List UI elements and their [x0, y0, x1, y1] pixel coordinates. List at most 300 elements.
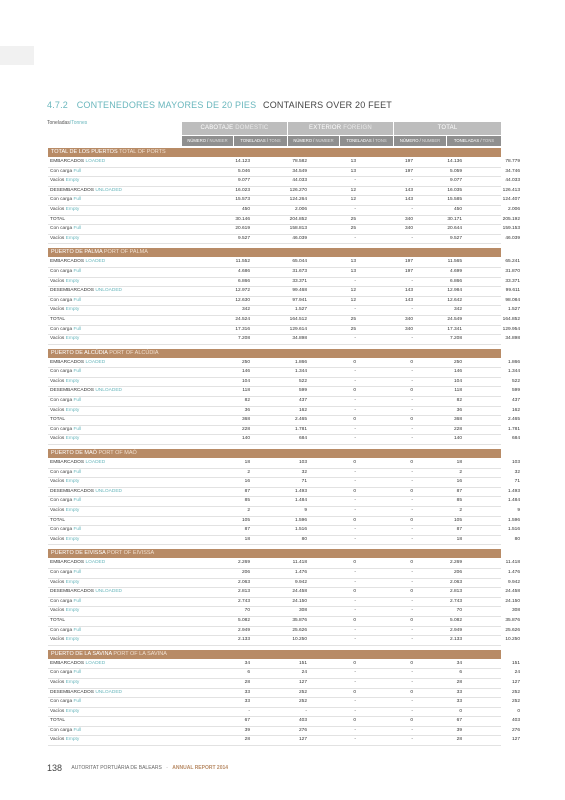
section-title-en: TOTAL OF PORTS [119, 149, 166, 155]
table-cell: 0 [353, 517, 356, 523]
units-label [47, 120, 87, 126]
units-es: Toneladas [47, 120, 70, 126]
table-cell: 20.644 [447, 226, 462, 232]
table-cell: - [354, 508, 356, 513]
table-cell: 25.626 [505, 627, 520, 633]
section-header [48, 349, 501, 358]
table-row [48, 225, 520, 235]
table-row [48, 359, 520, 369]
table-row [48, 588, 520, 598]
subheader-number-foreign: NÚMERO / NUMBER [288, 136, 339, 146]
section-header [48, 449, 501, 458]
table-row [48, 316, 520, 326]
row-label-en: Full [73, 527, 82, 533]
row-label [50, 235, 79, 244]
table-cell: 28 [456, 737, 462, 743]
table-row [48, 727, 520, 737]
table-cell: - [411, 407, 413, 413]
table-cell: 5.082 [449, 617, 462, 623]
section-header [48, 148, 501, 157]
table-cell: 18 [244, 536, 250, 542]
table-cell: 164.512 [289, 316, 307, 322]
table-cell: 0 [517, 708, 520, 714]
row-label [50, 278, 79, 287]
section-title-en: PORT OF PALMA [103, 249, 148, 256]
table-cell: 24 [514, 670, 520, 676]
table-cell: 5.046 [237, 168, 250, 174]
table-cell: 162 [511, 407, 520, 413]
table-cell: 2.949 [237, 627, 250, 633]
row-label-es: Con carga [50, 670, 73, 676]
table-cell: 143 [404, 187, 413, 193]
table-cell: 340 [404, 326, 413, 332]
table-cell: 0 [353, 417, 356, 423]
table-cell: 0 [353, 388, 356, 394]
row-label-en: Full [73, 268, 82, 274]
table-cell: 15.585 [447, 197, 462, 203]
row-label [50, 588, 122, 597]
table-cell: - [354, 479, 356, 485]
table-cell: - [354, 469, 356, 475]
table-cell: 127 [511, 679, 520, 685]
table-row [48, 416, 520, 426]
row-label-en: Full [73, 498, 82, 504]
table-row [48, 196, 520, 206]
row-label [50, 569, 81, 578]
table-cell: - [354, 637, 356, 643]
table-cell: 13 [350, 168, 356, 174]
table-cell: 127 [298, 737, 307, 743]
table-cell: 78.779 [505, 159, 520, 164]
table-cell: 2 [247, 508, 250, 513]
table-cell: 250 [453, 359, 462, 365]
row-label-en: Full [73, 168, 82, 174]
row-label-es: Vacíos [50, 336, 65, 342]
row-label-es: EMBARCADOS [50, 259, 85, 265]
table-row [48, 598, 520, 608]
table-cell: 2.743 [237, 598, 250, 604]
table-cell: 0 [410, 517, 413, 523]
header-total: TOTAL [394, 122, 501, 135]
row-label-es: Vacíos [50, 579, 65, 585]
table-cell: 0 [353, 359, 356, 365]
table-section [48, 449, 520, 545]
table-cell: 522 [511, 378, 520, 384]
table-cell: 2.465 [294, 417, 307, 423]
table-cell: 129.954 [502, 326, 520, 332]
section-title-en: PORT OF LA SAVINA [113, 650, 167, 657]
row-label [50, 416, 65, 425]
row-label [50, 507, 79, 516]
row-label [50, 206, 79, 215]
table-cell: 0 [410, 488, 413, 494]
table-cell: - [411, 426, 413, 432]
table-cell: 7.208 [237, 336, 250, 342]
table-cell: 124.264 [289, 197, 307, 203]
row-label [50, 426, 81, 435]
table-cell: 104 [241, 378, 250, 384]
row-label-es: Vacíos [50, 235, 65, 241]
table-cell: 33 [456, 689, 462, 695]
table-cell: 39 [456, 727, 462, 733]
table-cell: 65.241 [505, 259, 520, 265]
row-label [50, 488, 122, 497]
table-cell: 0 [353, 660, 356, 666]
row-label-es: Vacíos [50, 608, 65, 614]
row-label-es: Con carga [50, 369, 73, 375]
table-cell: 2.269 [449, 560, 462, 566]
table-cell: 78.582 [292, 159, 307, 164]
table-row [48, 708, 520, 718]
table-cell: 13 [350, 268, 356, 274]
table-cell: 143 [404, 197, 413, 203]
row-label-en: UNLOADED [95, 187, 122, 193]
table-cell: - [411, 679, 413, 685]
table-cell: 46.039 [292, 235, 307, 241]
table-cell: 252 [298, 699, 307, 705]
table-cell: 2 [459, 508, 462, 513]
section-title-en: PORT OF ALCÚDIA [109, 349, 159, 356]
row-label-en: Empty [65, 206, 80, 212]
row-label-es: Vacíos [50, 307, 65, 313]
table-cell: 1.476 [507, 569, 520, 575]
table-cell: 9.077 [449, 178, 462, 184]
table-cell: 4.699 [449, 268, 462, 274]
table-cell: 67 [456, 718, 462, 724]
table-cell: 118 [454, 388, 462, 394]
table-cell: 205.192 [502, 216, 520, 222]
row-label-en: Full [73, 197, 82, 203]
table-cell: 151 [511, 660, 520, 666]
footer [47, 763, 228, 773]
table-cell: 32 [301, 469, 307, 475]
table-cell: 0 [410, 718, 413, 724]
table-cell: - [354, 627, 356, 633]
row-label-es: Con carga [50, 527, 73, 533]
table-cell: 87 [244, 488, 250, 494]
table-cell: 0 [410, 589, 413, 595]
row-label-es: Vacíos [50, 536, 65, 542]
subheader-number-total: NÚMERO / NUMBER [394, 136, 446, 146]
table-cell: - [354, 608, 356, 614]
row-label-es: EMBARCADOS [50, 660, 85, 666]
subheader-tons-total: TONELADAS / TONS [447, 136, 501, 146]
table-cell: - [411, 479, 413, 485]
row-label-es: TOTAL [50, 617, 66, 623]
table-cell: 9.527 [237, 235, 250, 241]
table-row [48, 168, 520, 178]
table-cell: 2.813 [449, 589, 462, 595]
table-cell: - [354, 498, 356, 504]
table-row [48, 559, 520, 569]
table-cell: - [354, 407, 356, 413]
table-row [48, 306, 520, 316]
table-cell: 34 [456, 660, 462, 666]
table-cell: 31.870 [505, 268, 520, 274]
table-cell: 146 [241, 369, 250, 375]
table-cell: 30.146 [235, 216, 250, 222]
table-cell: 24.458 [505, 589, 520, 595]
table-cell: 252 [511, 689, 520, 695]
table-cell: - [411, 307, 413, 313]
row-label [50, 679, 79, 688]
table-cell: - [354, 737, 356, 743]
row-label-en: Empty [65, 235, 80, 241]
table-cell: - [411, 336, 413, 342]
section-title-es: PUERTO DE MAÓ [51, 450, 97, 457]
table-cell: - [411, 498, 413, 504]
table-cell: - [354, 708, 356, 714]
table-cell: 403 [298, 718, 307, 724]
table-cell: 204.852 [289, 216, 307, 222]
row-label [50, 517, 65, 526]
table-cell: 12 [350, 187, 356, 193]
row-label [50, 607, 79, 616]
table-cell: 1.866 [507, 359, 520, 365]
section-title-es: PUERTO DE ALCÚDIA [51, 349, 108, 356]
corner-tab [0, 46, 34, 65]
table-cell: 1.781 [507, 426, 520, 432]
row-label [50, 158, 105, 167]
table-cell: 25.626 [292, 627, 307, 633]
table-cell: 1.596 [507, 517, 520, 523]
table-cell: 34.746 [505, 168, 520, 174]
table-cell: - [411, 527, 413, 533]
row-label [50, 617, 65, 626]
row-label-en: Empty [65, 378, 80, 384]
table-cell: 4.686 [237, 268, 250, 274]
table-cell: 6 [459, 670, 462, 676]
table-cell: 2 [459, 469, 462, 475]
row-label [50, 459, 105, 468]
row-label-en: UNLOADED [95, 689, 122, 695]
table-cell: 1.516 [507, 527, 520, 533]
table-cell: 28 [244, 737, 250, 743]
table-row [48, 669, 520, 679]
row-label [50, 478, 79, 487]
table-cell: 36 [456, 407, 462, 413]
row-label-en: Empty [65, 508, 80, 513]
row-label [50, 168, 81, 177]
table-cell: 143 [404, 297, 413, 303]
row-label [50, 216, 65, 225]
table-cell: - [411, 378, 413, 384]
row-label [50, 378, 79, 387]
table-cell: 9.527 [449, 235, 462, 241]
table-cell: 0 [410, 359, 413, 365]
table-cell: 1.484 [507, 498, 520, 504]
row-label-en: Full [73, 226, 82, 232]
table-cell: - [411, 608, 413, 614]
table-cell: - [354, 369, 356, 375]
table-cell: 11.418 [292, 560, 307, 566]
table-cell: 67 [244, 718, 250, 724]
table-cell: 12.972 [235, 288, 250, 294]
table-cell: 39 [244, 727, 250, 733]
row-label-es: TOTAL [50, 718, 66, 724]
table-cell: 12.984 [447, 288, 462, 294]
table-row [48, 517, 520, 527]
title-es: CONTENEDORES MAYORES DE 20 PIES [76, 100, 257, 110]
row-label-es: EMBARCADOS [50, 460, 85, 466]
table-cell: 252 [511, 699, 520, 705]
table-cell: 12 [350, 297, 356, 303]
table-section [48, 650, 520, 746]
table-cell: 33 [244, 689, 250, 695]
row-label-en: Full [73, 426, 82, 432]
row-label-en: Empty [65, 307, 80, 313]
table-cell: 0 [353, 488, 356, 494]
row-label-en: Empty [65, 536, 80, 542]
table-cell: 2.063 [449, 579, 462, 585]
table-cell: 1.493 [294, 488, 307, 494]
table-cell: 13 [350, 259, 356, 265]
table-cell: 36 [244, 407, 250, 413]
table-row [48, 689, 520, 699]
table-cell: 9.942 [507, 579, 520, 585]
table-cell: 250 [241, 359, 250, 365]
row-label-es: Con carga [50, 398, 73, 404]
table-cell: - [305, 708, 307, 714]
table-cell: 0 [410, 660, 413, 666]
table-cell: - [411, 536, 413, 542]
table-cell: - [411, 178, 413, 184]
table-cell: 24.150 [292, 598, 307, 604]
row-label [50, 469, 81, 478]
table-cell: 2.813 [237, 589, 250, 595]
table-cell: 34.549 [292, 168, 307, 174]
row-label-es: DESEMBARCADOS [50, 388, 94, 394]
table-cell: 308 [298, 608, 307, 614]
table-cell: 16.023 [235, 187, 250, 193]
row-label [50, 636, 79, 645]
row-label-es: TOTAL [50, 316, 66, 322]
table-cell: 24.549 [447, 316, 462, 322]
row-label [50, 559, 105, 568]
row-label-en: Empty [65, 737, 80, 743]
row-label [50, 326, 81, 335]
table-cell: - [411, 206, 413, 212]
table-cell: - [411, 737, 413, 743]
table-cell: 13 [350, 159, 356, 164]
table-cell: 9.942 [294, 579, 307, 585]
table-cell: - [411, 235, 413, 241]
section-header [48, 549, 501, 558]
table-cell: 206 [453, 569, 462, 575]
row-label [50, 177, 79, 186]
table-cell: 276 [511, 727, 520, 733]
table-row [48, 579, 520, 589]
table-cell: 82 [456, 398, 462, 404]
table-cell: 16 [244, 479, 250, 485]
row-label [50, 435, 79, 444]
row-label-es: Con carga [50, 598, 73, 604]
table-cell: 18 [244, 460, 250, 466]
table-cell: 14.136 [447, 159, 462, 164]
table-row [48, 526, 520, 536]
table-cell: - [354, 378, 356, 384]
table-cell: 437 [511, 398, 520, 404]
row-label-es: DESEMBARCADOS [50, 187, 94, 193]
row-label-en: Full [73, 670, 82, 676]
table-cell: - [411, 398, 413, 404]
row-label-en: Empty [65, 178, 80, 184]
table-cell: 80 [514, 536, 520, 542]
table-cell: 5.059 [449, 168, 462, 174]
table-row [48, 278, 520, 288]
table-cell: 0 [410, 617, 413, 623]
table-cell: 28 [456, 679, 462, 685]
units-sep: / [69, 120, 72, 126]
table-cell: 2.006 [507, 206, 520, 212]
row-label-en: Full [73, 569, 82, 575]
table-cell: 9.077 [237, 178, 250, 184]
table-row [48, 326, 520, 336]
table-cell: 104 [453, 378, 462, 384]
section-title-es: TOTAL DE LOS PUERTOS [51, 149, 118, 155]
row-label-es: Con carga [50, 297, 73, 303]
table-cell: - [411, 637, 413, 643]
table-cell: 25 [350, 216, 356, 222]
row-label [50, 196, 81, 205]
table-cell: 14.123 [235, 159, 250, 164]
table-cell: 2.133 [237, 637, 250, 643]
table-cell: - [411, 508, 413, 513]
table-row [48, 536, 520, 546]
table-row [48, 206, 520, 216]
table-row [48, 287, 520, 297]
table-cell: 25 [350, 226, 356, 232]
table-cell: 105 [453, 517, 462, 523]
table-cell: 6.866 [449, 278, 462, 284]
table-cell: 1.344 [507, 369, 520, 375]
table-cell: 162 [298, 407, 307, 413]
row-label-es: Con carga [50, 168, 73, 174]
table-cell: 11.565 [447, 259, 462, 265]
row-label-es: Vacíos [50, 378, 65, 384]
table-cell: - [354, 598, 356, 604]
row-label-en: Full [73, 369, 82, 375]
table-row [48, 607, 520, 617]
row-label [50, 397, 81, 406]
table-cell: 1.527 [294, 307, 307, 313]
table-cell: 99.468 [292, 288, 307, 294]
row-label-es: Con carga [50, 727, 73, 733]
row-label [50, 359, 105, 368]
table-cell: 342 [453, 307, 462, 313]
table-row [48, 636, 520, 646]
table-row [48, 459, 520, 469]
row-label-es: EMBARCADOS [50, 159, 85, 164]
row-label-en: Empty [65, 579, 80, 585]
row-label-es: Con carga [50, 627, 73, 633]
row-label [50, 335, 79, 344]
table-cell: 228 [453, 426, 462, 432]
row-label-en: Empty [65, 278, 80, 284]
row-label-en: Empty [65, 479, 80, 485]
row-label-es: Vacíos [50, 178, 65, 184]
table-cell: 12.642 [447, 297, 462, 303]
row-label-es: DESEMBARCADOS [50, 589, 94, 595]
row-label-es: DESEMBARCADOS [50, 288, 94, 294]
row-label [50, 407, 79, 416]
table-cell: 9 [304, 508, 307, 513]
row-label-es: Vacíos [50, 637, 65, 643]
table-row [48, 698, 520, 708]
row-label-es: Vacíos [50, 436, 65, 442]
row-label-es: Con carga [50, 498, 73, 504]
table-cell: 1.527 [507, 307, 520, 313]
